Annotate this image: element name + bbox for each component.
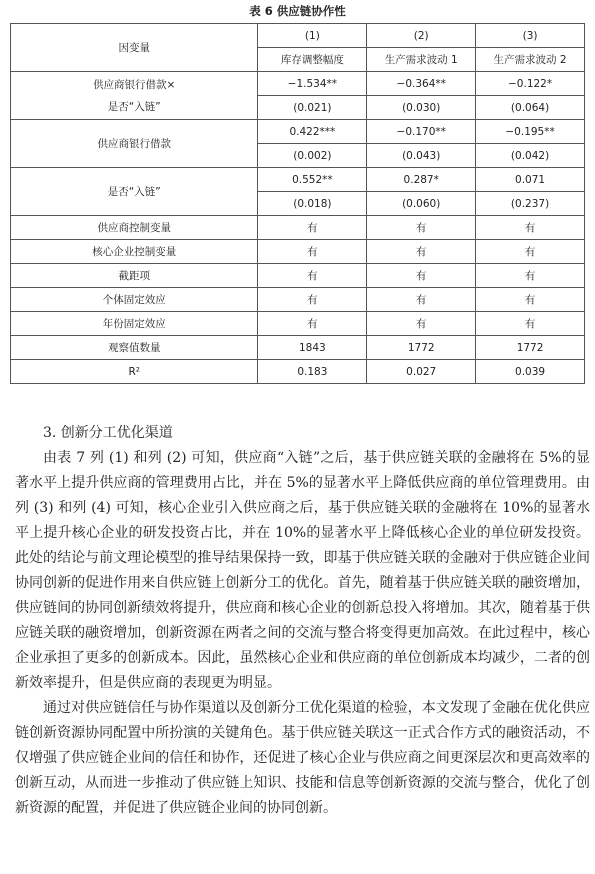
se-cell: (0.030) <box>367 96 476 120</box>
dependent-variable-header: 因变量 <box>11 24 258 72</box>
se-cell: (0.064) <box>476 96 585 120</box>
row-label-bank-loan: 供应商银行借款 <box>11 120 258 168</box>
control-cell: 有 <box>367 288 476 312</box>
control-cell: 有 <box>476 240 585 264</box>
coef-cell: 0.422*** <box>258 120 367 144</box>
stat-cell: 1843 <box>258 336 367 360</box>
col-number-3: (3) <box>476 24 585 48</box>
row-label-year-fe: 年份固定效应 <box>11 312 258 336</box>
stat-cell: 0.027 <box>367 360 476 384</box>
se-cell: (0.060) <box>367 192 476 216</box>
regression-table <box>10 23 585 384</box>
row-label-in-chain: 是否“入链” <box>11 168 258 216</box>
table-caption: 表 6 供应链协作性 <box>249 4 346 18</box>
control-cell: 有 <box>258 312 367 336</box>
coef-cell: −0.195** <box>476 120 585 144</box>
se-cell: (0.018) <box>258 192 367 216</box>
coef-cell: −0.364** <box>367 72 476 96</box>
paragraph-1: 由表 7 列 (1) 和列 (2) 可知，供应商“入链”之后，基于供应链关联的金融将在 5%的显著水平上提升供应商的管理费用占比，并在 5%的显著水平上降低供应商的单位管理费用。由列 (3) 和列 (4) 可知，核心企业引入供应商之后，基于供应链关联的金融将在 10%的显著水平上提升核心企业的研发投资占比，并在 10%的显著水平上降低核心企业的单位研发投资。此处的结论与前文理论模型的推导结果保持一致，即基于供应链关联的金融对于供应链企业间协同创新的促进作用来自供应链上创新分工的优化。首先，随着基于供应链关联的融资增加，供应链间的协同创新绩效将提升，供应商和核心企业的创新总投入将增加。其次，随着基于供应链关联的融资增加，创新资源在两者之间的交流与整合将变得更加高效。在此过程中，核心企业承担了更多的创新成本。因此，虽然核心企业和供应商的单位创新成本均减少，二者的创新效率提升，但是供应商的表现更为明显。 <box>15 450 590 691</box>
se-cell: (0.237) <box>476 192 585 216</box>
coef-cell: 0.287* <box>367 168 476 192</box>
stat-cell: 1772 <box>367 336 476 360</box>
control-cell: 有 <box>476 264 585 288</box>
control-cell: 有 <box>367 216 476 240</box>
se-cell: (0.021) <box>258 96 367 120</box>
control-cell: 有 <box>258 288 367 312</box>
coef-cell: 0.552** <box>258 168 367 192</box>
control-cell: 有 <box>258 216 367 240</box>
col-number-2: (2) <box>367 24 476 48</box>
col-number-1: (1) <box>258 24 367 48</box>
row-label-interaction: 供应商银行借款× 是否“入链” <box>11 72 258 120</box>
body-text <box>15 421 590 821</box>
paragraph-2: 通过对供应链信任与协作渠道以及创新分工优化渠道的检验，本文发现了金融在优化供应链创新资源协同配置中所扮演的关键角色。基于供应链关联这一正式合作方式的融资活动，不仅增强了供应链企业间的信任和协作，还促进了核心企业与供应商之间更深层次和更高效率的创新互动，从而进一步推动了供应链上知识、技能和信息等创新资源的交流与整合，优化了创新资源的配置，并促进了供应链企业间的协同创新。 <box>15 700 590 816</box>
row-label-core-controls: 核心企业控制变量 <box>11 240 258 264</box>
row-label-supplier-controls: 供应商控制变量 <box>11 216 258 240</box>
stat-cell: 1772 <box>476 336 585 360</box>
control-cell: 有 <box>367 264 476 288</box>
coef-cell: −0.170** <box>367 120 476 144</box>
coef-cell: 0.071 <box>476 168 585 192</box>
col-name-3: 生产需求波动 2 <box>476 48 585 72</box>
stat-cell: 0.183 <box>258 360 367 384</box>
row-label-r-squared: R² <box>11 360 258 384</box>
row-label-individual-fe: 个体固定效应 <box>11 288 258 312</box>
control-cell: 有 <box>476 288 585 312</box>
section-title: 3. 创新分工优化渠道 <box>43 425 173 441</box>
control-cell: 有 <box>476 216 585 240</box>
coef-cell: −1.534** <box>258 72 367 96</box>
control-cell: 有 <box>367 240 476 264</box>
se-cell: (0.002) <box>258 144 367 168</box>
control-cell: 有 <box>258 264 367 288</box>
se-cell: (0.043) <box>367 144 476 168</box>
control-cell: 有 <box>476 312 585 336</box>
col-name-1: 库存调整幅度 <box>258 48 367 72</box>
row-label-intercept: 截距项 <box>11 264 258 288</box>
stat-cell: 0.039 <box>476 360 585 384</box>
coef-cell: −0.122* <box>476 72 585 96</box>
col-name-2: 生产需求波动 1 <box>367 48 476 72</box>
se-cell: (0.042) <box>476 144 585 168</box>
control-cell: 有 <box>258 240 367 264</box>
row-label-observations: 观察值数量 <box>11 336 258 360</box>
control-cell: 有 <box>367 312 476 336</box>
